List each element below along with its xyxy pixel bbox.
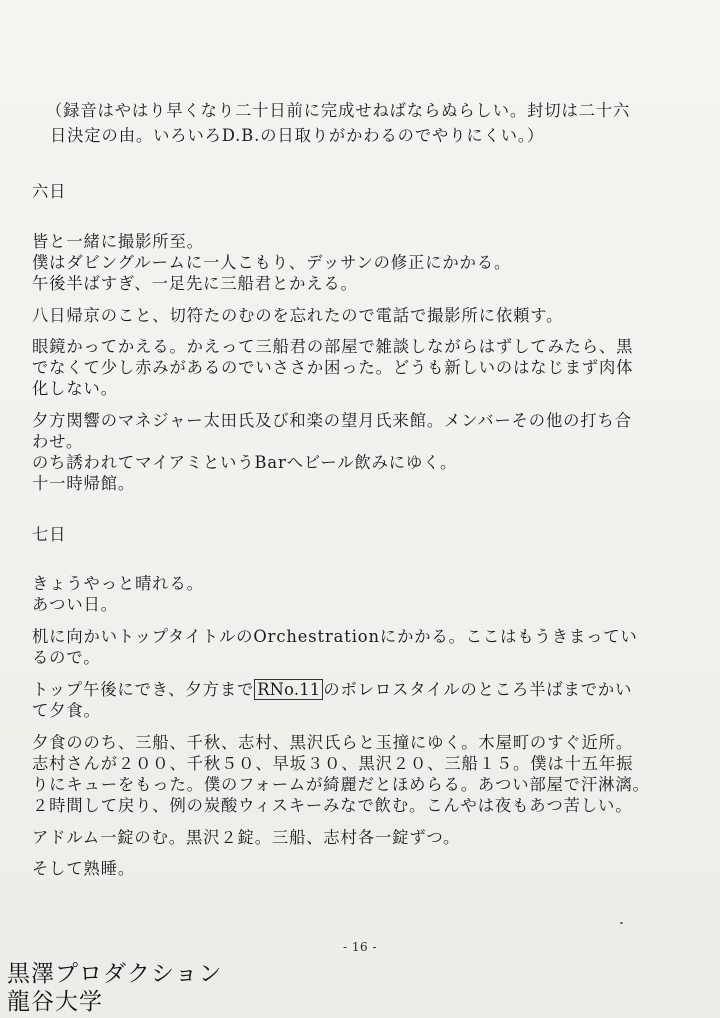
watermark-line-2: 龍谷大学 [7,989,103,1015]
text-line-with-box [32,680,632,700]
text-line: あつい日。 [32,595,118,614]
boxed-reference: RNo.11 [254,679,323,700]
text-line: 十一時帰館。 [32,474,136,493]
text-line: 皆と一緒に撮影所至。 [32,232,204,251]
text-line: 八日帰京のこと、切符たのむのを忘れたので電話で撮影所に依頼す。 [32,306,564,325]
text-line: 日決定の由。いろいろD.B.の日取りがかわるのでやりにくい。） [50,126,545,145]
text-line: （録音はやはり早くなり二十日前に完成せねばならぬらしい。封切は二十六 [46,101,631,120]
date-heading-6: 六日 [32,182,67,201]
text-line: 夕食ののち、三船、千秋、志村、黒沢氏らと玉撞にゆく。木屋町のすぐ近所。 [32,733,634,752]
text-line: 志村さんが２００、千秋５０、早坂３０、黒沢２０、三船１５。僕は十五年振 [32,754,634,773]
text-line: 僕はダビングルームに一人こもり、デッサンの修正にかかる。 [32,253,512,272]
text-line: りにキューをもった。僕のフォームが綺麗だとほめらる。あつい部屋で汗淋漓。 [32,775,650,794]
watermark-line-1: 黒澤プロダクション [7,961,223,987]
text-line: のち誘われてマイアミというBarへビール飲みにゆく。 [32,453,458,472]
text-segment: トップ午後にでき、夕方まで [32,680,255,699]
text-line: でなくて少し赤みがあるのでいささか困った。どうも新しいのはなじまず肉体 [32,358,634,377]
text-line: そして熟睡。 [32,859,136,878]
scan-speck [620,922,623,924]
text-line: アドルム一錠のむ。黒沢２錠。三船、志村各一錠ずつ。 [32,828,461,847]
text-line: ２時間して戻り、例の炭酸ウィスキーみなで飲む。こんやは夜もあつ苦しい。 [32,796,633,815]
date-heading-7: 七日 [32,525,67,544]
text-segment: のボレロスタイルのところ半ばまでかい [323,680,633,699]
text-line: て夕食。 [32,701,101,720]
page-number: - 16 - [342,940,377,954]
text-line: 化しない。 [32,379,118,398]
text-line: るので。 [32,648,101,667]
text-line: 午後半ばすぎ、一足先に三船君とかえる。 [32,274,358,293]
text-line: わせ。 [32,432,84,451]
text-line: 机に向かいトップタイトルのOrchestrationにかかる。ここはもうきまってい [32,627,638,646]
text-line: 夕方関響のマネジャー太田氏及び和楽の望月氏来館。メンバーその他の打ち合 [32,411,632,430]
text-line: 眼鏡かってかえる。かえって三船君の部屋で雑談しながらはずしてみたら、黒 [32,337,634,356]
text-line: きょうやっと晴れる。 [32,574,204,593]
